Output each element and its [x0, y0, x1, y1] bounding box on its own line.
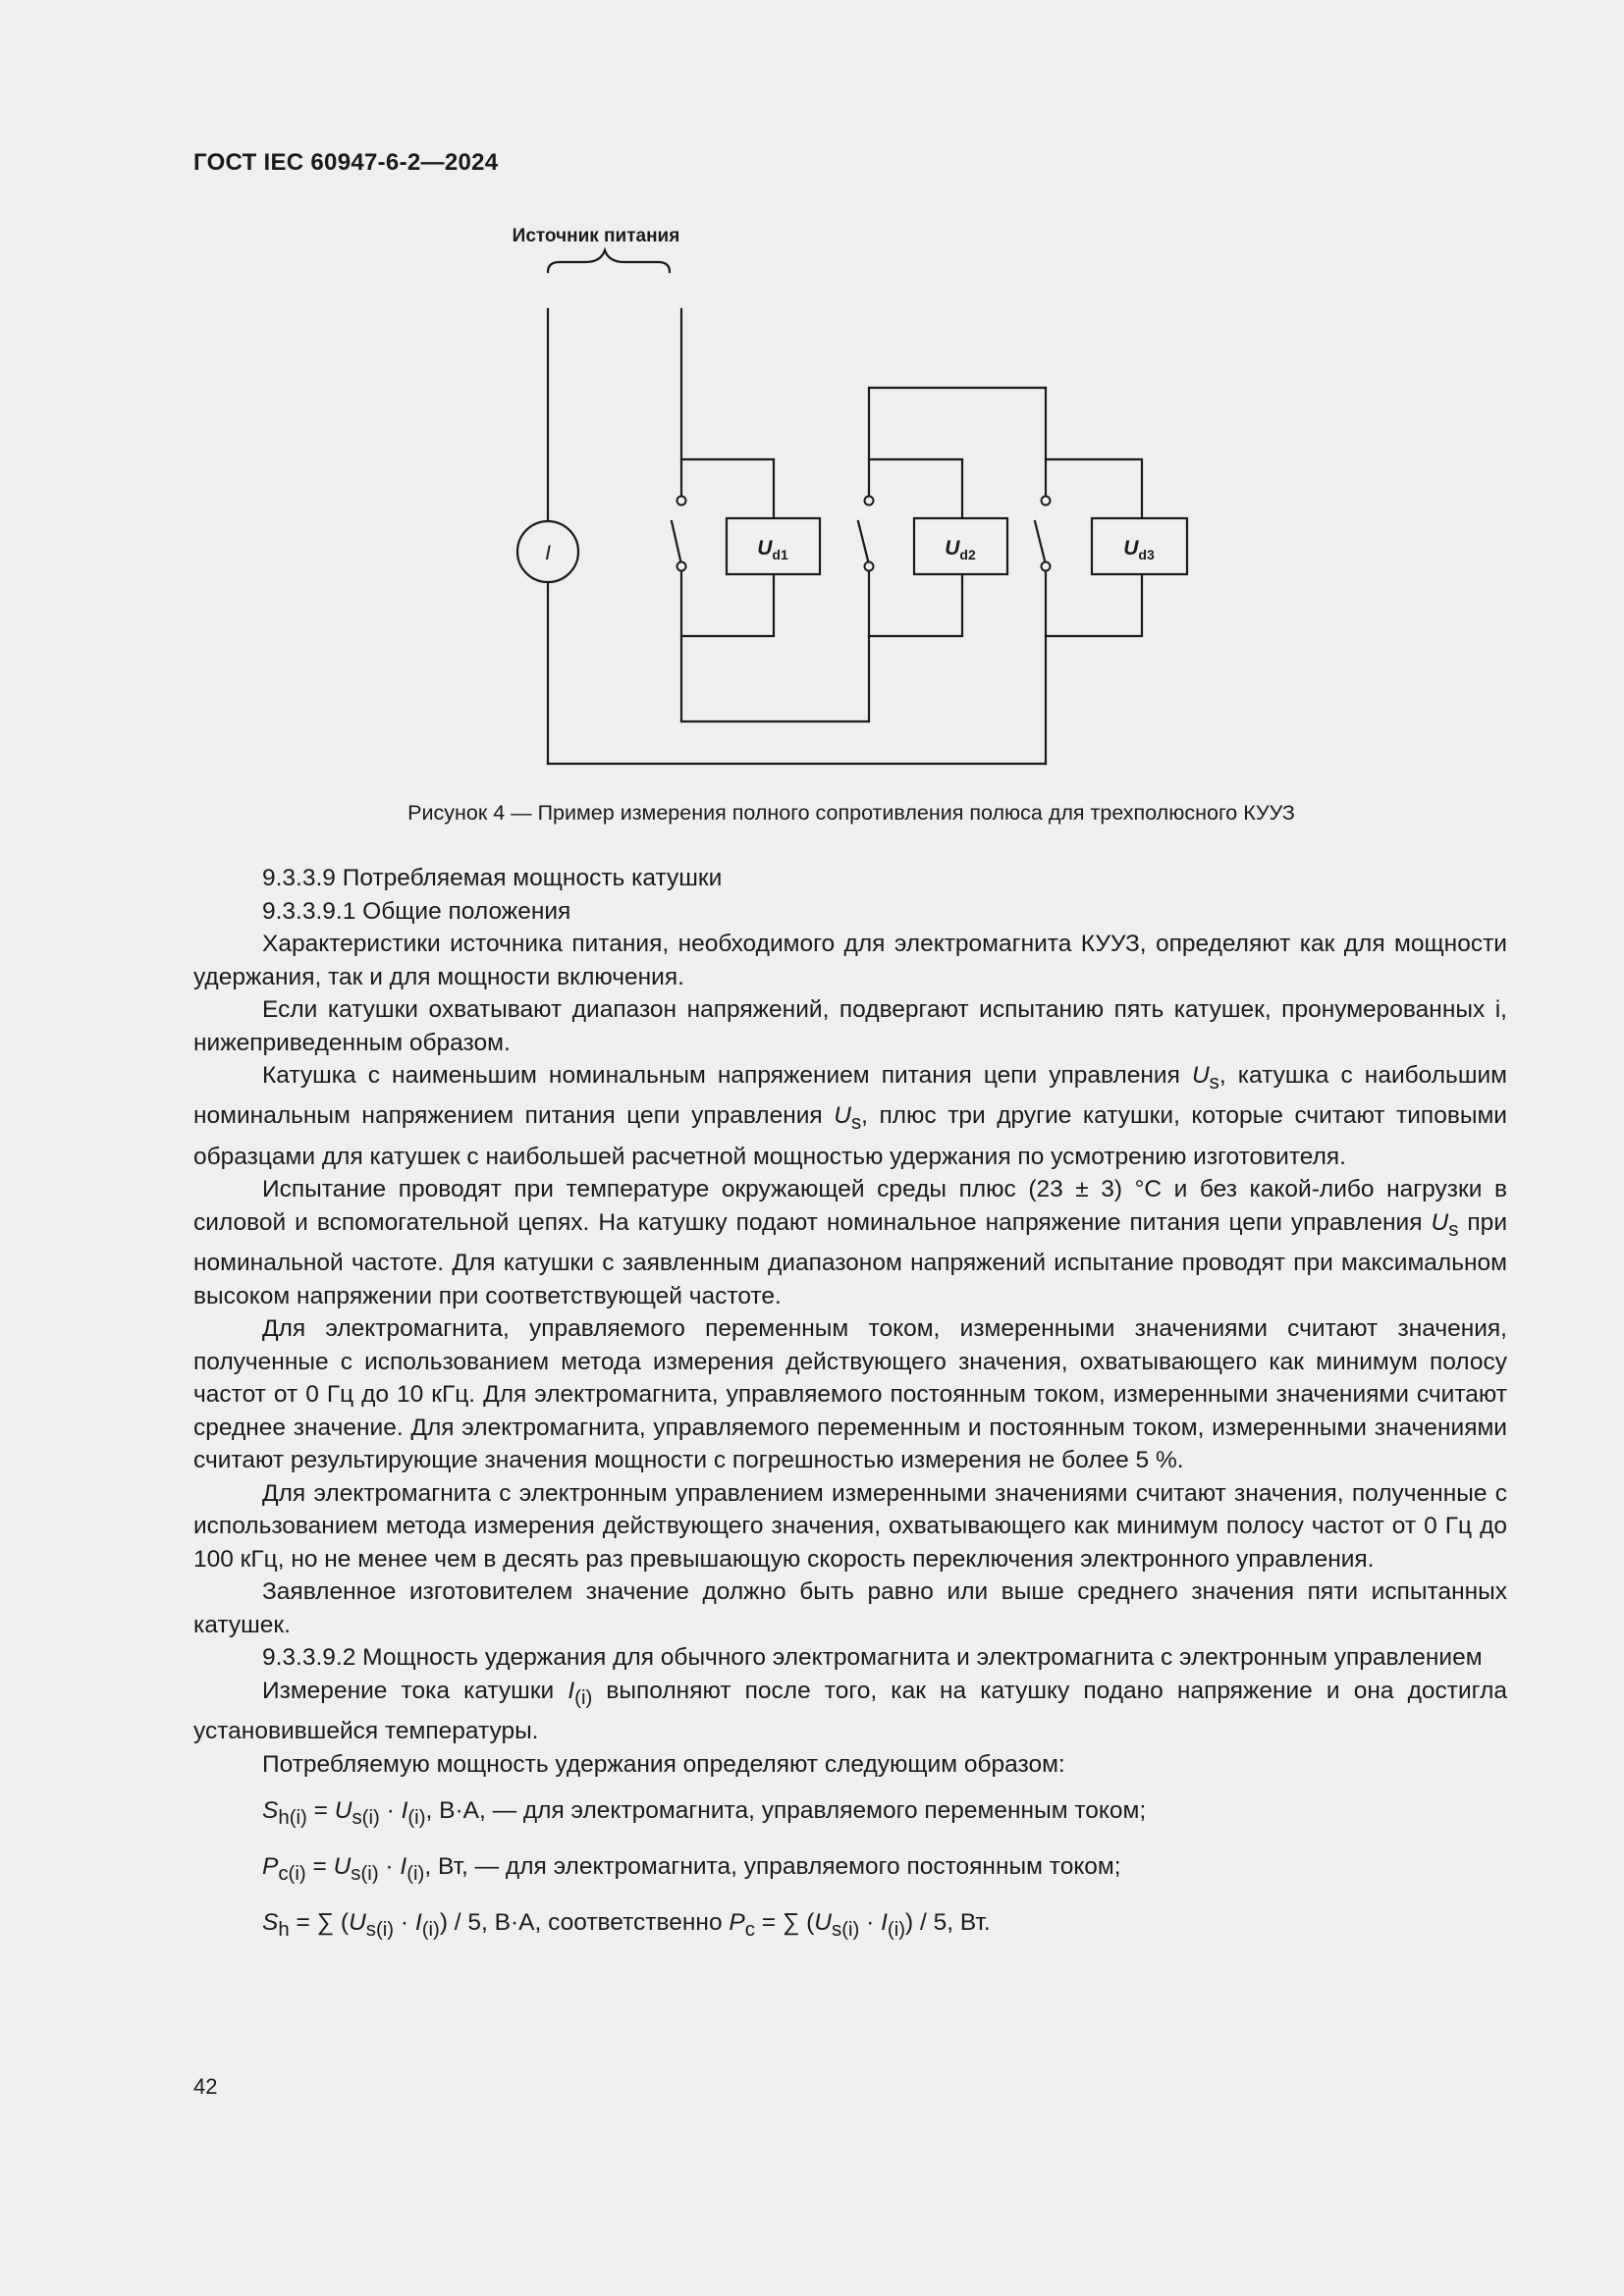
pole1-bottom-loop	[681, 574, 774, 636]
figure-caption: Рисунок 4 — Пример измерения полного сопротивления полюса для трехполюсного КУУЗ	[407, 801, 1295, 825]
pole2-top-loop	[869, 459, 962, 518]
pole2-contact-bottom	[865, 562, 874, 571]
voltmeter-label-1: $U_{d1}$	[757, 537, 788, 562]
pole3-bottom-loop	[1046, 574, 1142, 636]
voltmeter-label-3: $U_{d3}$	[1123, 537, 1155, 562]
circuit-diagram	[491, 221, 1237, 785]
section-heading-9-3-3-9-2: 9.3.3.9.2 Мощность удержания для обычного электромагнита и электромагнита с электронным управлением	[262, 1644, 1483, 1672]
paragraph-3: Катушка с наименьшим номинальным напряжением питания цепи управления $U_s$, катушка с наибольшим номинальным напряжением питания цепи управления $U_s$, плюс три другие катушки, которые считают типовыми образцами для катушек с наибольшей расчетной мощностью удержания по усмотрению изготовителя.	[193, 1062, 1508, 1170]
paragraph-1: Характеристики источника питания, необходимого для электромагнита КУУЗ, определяют как для мощности удержания, так и для мощности включения.	[193, 931, 1507, 990]
pole3-contact-top	[1042, 497, 1051, 506]
voltmeter-label-2: $U_{d2}$	[945, 537, 976, 562]
section-heading-9-3-3-9-1: 9.3.3.9.1 Общие положения	[262, 897, 571, 925]
paragraph-8: Измерение тока катушки $I_{(i)}$ выполняют после того, как на катушку подано напряжение и она достигла установившейся температуры.	[193, 1677, 1507, 1745]
body-text	[193, 862, 1507, 1947]
pole2-bottom-loop	[869, 574, 962, 636]
source-brace	[548, 250, 670, 272]
circuit-diagram-svg	[491, 221, 1237, 785]
paragraph-7: Заявленное изготовителем значение должно быть равно или выше среднего значения пяти испытанных катушек.	[193, 1578, 1507, 1638]
paragraph-6: Для электромагнита с электронным управлением измеренными значениями считают значения, полученные с использованием метода измерения действующего значения, охватывающего как минимум полосу частот от 0 Гц до 100 кГц, но не менее чем в десять раз превышающую скорость переключения электронного управления.	[193, 1479, 1507, 1573]
paragraph-2: Если катушки охватывают диапазон напряжений, подвергают испытанию пять катушек, пронумерованных i, нижеприведенным образом.	[193, 996, 1507, 1056]
pole2-contact-top	[865, 497, 874, 506]
paragraph-4: Испытание проводят при температуре окружающей среды плюс (23 ± 3) °С и без какой-либо нагрузки в силовой и вспомогательной цепях. На катушку подают номинальное напряжение питания цепи управления $U_s$ при номинальной частоте. Для катушки с заявленным диапазоном напряжений испытание проводят при максимальном высоком напряжении при соответствующей частоте.	[193, 1176, 1507, 1309]
formula-holding-power-dc: $P_{c(i)} = U_{s(i)} \cdot I_{(i)}$, Вт, — для электромагнита, управляемого постоянным током;	[262, 1852, 1121, 1885]
pole1-switch-blade	[672, 521, 681, 564]
document-header: ГОСТ IEC 60947-6-2—2024	[193, 149, 499, 176]
section-heading-9-3-3-9: 9.3.3.9 Потребляемая мощность катушки	[262, 865, 723, 891]
formula-average-power: $S_h$ = ∑ $(U_{s(i)} \cdot I_{(i)}) / 5$, В·А, соответственно $P_c$ = ∑ $(U_{s(i)} \cdot I_{(i)}) / 5$, Вт.	[262, 1908, 991, 1941]
pole1-contact-bottom	[677, 562, 686, 571]
page-number: 42	[193, 2074, 218, 2099]
paragraph-9: Потребляемую мощность удержания определяют следующим образом:	[262, 1750, 1065, 1778]
pole1-contact-top	[677, 497, 686, 506]
ammeter-label: I	[545, 542, 551, 564]
pole1-top-loop	[681, 459, 774, 518]
formula-holding-power-ac: $S_{h(i)} = U_{s(i)} \cdot I_{(i)}$, В·А, — для электромагнита, управляемого переменным током;	[262, 1797, 1147, 1829]
pole3-contact-bottom	[1042, 562, 1051, 571]
power-source-label: Источник питания	[512, 226, 680, 246]
pole3-switch-blade	[1035, 521, 1046, 564]
paragraph-5: Для электромагнита, управляемого переменным током, измеренными значениями считают значения, полученные с использованием метода измерения действующего значения, охватывающего как минимум полосу частот от 0 Гц до 10 кГц. Для электромагнита, управляемого постоянным током, измеренными значениями считают среднее значение. Для электромагнита, управляемого переменным и постоянным током, измеренными значениями считают результирующие значения мощности с погрешностью измерения не более 5 %.	[193, 1315, 1507, 1474]
pole3-top-loop	[1046, 459, 1142, 518]
pole2-switch-blade	[858, 521, 869, 564]
